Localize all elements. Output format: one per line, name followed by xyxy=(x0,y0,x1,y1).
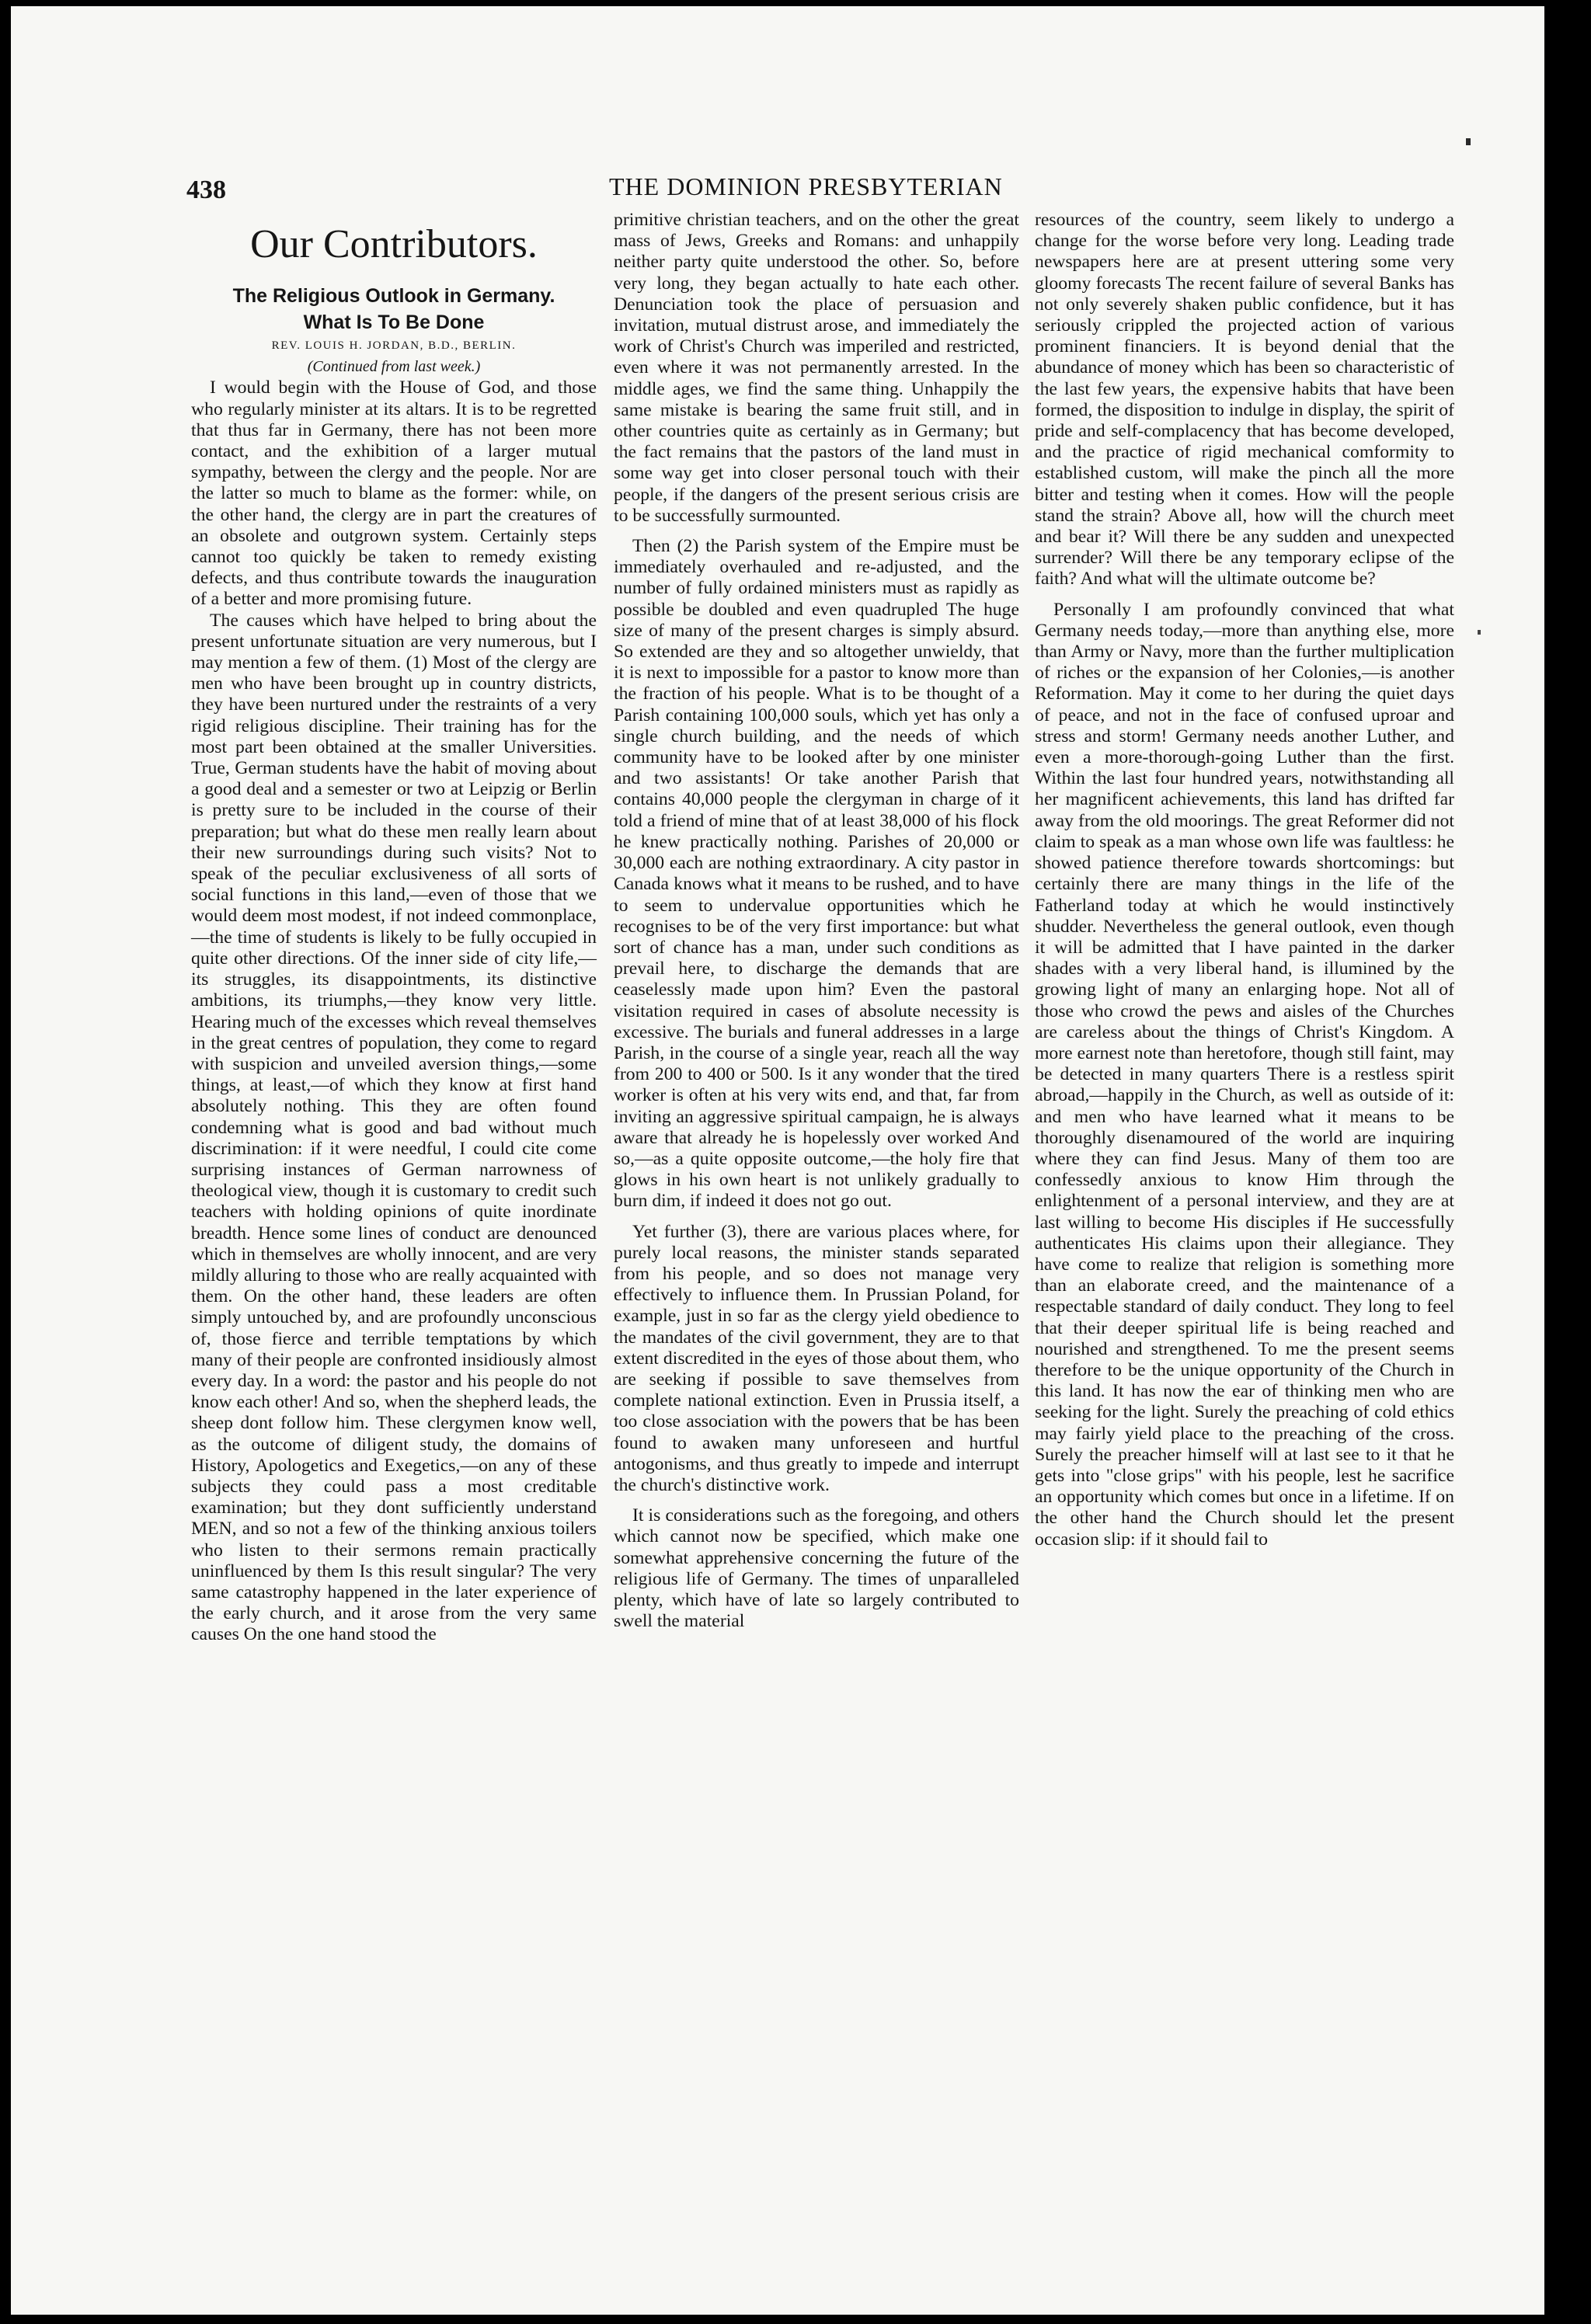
paragraph: Then (2) the Parish system of the Empire must be immediately overhauled and re-adjusted, and the number of fully ordained ministers must as rapidly as possible be doubled and even quadrupled The huge size of many of the present charges is simply absurd. So extended are they and so altogether unwieldy, that it is next to impossible for a pastor to know more than the fraction of his people. What is to be thought of a Parish containing 100,000 souls, which yet has only a single church building, and the needs of which community have to be looked after by one minister and two assistants! Or take another Parish that contains 40,000 people the clergyman in charge of it told a friend of mine that of at least 38,000 of his flock he knew practically nothing. Parishes of 20,000 or 30,000 each are nothing extraordinary. A city pastor in Canada knows what it means to be rushed, and to have to seem to undervalue opportunities which he recognises to be of the very first importance: but what sort of chance has a man, under such conditions as prevail here, to discharge the demands that are ceaselessly made upon him? Even the pastoral visitation required in cases of absolute necessity is excessive. The burials and funeral addresses in a large Parish, in the course of a single year, reach all the way from 200 to 400 or 500. Is it any wonder that the tired worker is often at his very wits end, and that, far from inviting an aggressive spiritual campaign, he is always aware that already he is hopelessly over worked And so,—as a quite opposite outcome,—the holy fire that glows in his own heart is not unlikely gradually to burn dim, if indeed it does not go out. xyxy=(614,536,1019,1212)
print-mark xyxy=(1466,138,1471,145)
paragraph: Personally I am profoundly convinced that what Germany needs today,—more than anything else, more than Army or Navy, more than the further multiplication of riches or the expansion of her Colonies,—is another Reformation. May it come to her during the quiet days of peace, and not in the face of confused uproar and stress and storm! Germany needs another Luther, and even a more-thorough-going Luther than the first. Within the last four hundred years, notwithstanding all her magnificent achievements, this land has drifted far away from the old moorings. The great Reformer did not claim to speak as a man whose own life was faultless: he showed patience therefore towards shortcomings: but certainly there are many things in the life of the Fatherland today at which he would instinctively shudder. Nevertheless the general outlook, even though it will be admitted that I have painted in the darker shades with a very liberal hand, is illumined by the growing light of many an enlarging hope. Not all of those who crowd the pews and aisles of the Churches are careless about the things of Christ's Kingdom. A more earnest note than heretofore, though still faint, may be detected in many quarters There is a restless spirit abroad,—happily in the Church, as well as outside of it: and men who have learned what it means to be thoroughly disenamoured of the world are inquiring where they can find Jesus. Many of them too are confessedly anxious to know Him through the enlightenment of a personal interview, and they are at last willing to become His disciples if He successfully authenticates His claims upon their allegiance. They have come to realize that religion is something more than an elaborate creed, and the maintenance of a respectable standard of daily conduct. They long to feel that their deeper spiritual life is being reached and nourished and strengthened. To me the present seems therefore to be the unique opportunity of the Church in this land. It has now the ear of thinking men who are seeking for the light. Surely the preaching of cold ethics may fairly yield place to the preaching of the cross. Surely the preacher himself will at last see to it that he gets into "close grips" with his people, lest he sacrifice an opportunity which comes but once in a lifetime. If on the other hand the Church should let the present occasion slip: if it should fail to xyxy=(1035,599,1454,1550)
running-head: THE DOMINION PRESBYTERIAN xyxy=(609,172,1003,200)
paragraph: primitive christian teachers, and on the other the great mass of Jews, Greeks and Romans: and unhappily neither party quite understood the other. So, before very long, they began actually to hate each other. Denunciation took the place of persuasion and invitation, mutual distrust arose, and immediately the work of Christ's Church was imperiled and restricted, even where it was not permanently arrested. In the middle ages, we find the same thing. Unhappily the same mistake is bearing the same fruit still, and in other countries quite as certainly as in Germany; but the fact remains that the pastors of the land must in some way get into closer personal touch with their people, if the dangers of the present serious crisis are to be successfully surmounted. xyxy=(614,210,1019,526)
section-title: Our Contributors. xyxy=(250,222,538,266)
article-headline: The Religious Outlook in Germany. xyxy=(232,285,555,307)
column-3 xyxy=(1035,210,1454,1550)
paragraph: I would begin with the House of God, and those who regularly minister at its altars. It is to be regretted that thus far in Germany, there has not been more contact, and the exhibition of a larger mutual sympathy, between the clergy and the people. Nor are the latter so much to blame as the former: while, on the other hand, the clergy are in part the creatures of an obsolete and outgrown system. Certainly steps cannot too quickly be taken to remedy existing defects, and thus contribute towards the inauguration of a better and more promising future. xyxy=(191,377,597,610)
print-speck xyxy=(1478,630,1481,635)
byline: REV. LOUIS H. JORDAN, B.D., BERLIN. xyxy=(271,339,517,352)
paragraph: Yet further (3), there are various places where, for purely local reasons, the minister stands separated from his people, and so does not manage very effectively to influence them. In Prussian Poland, for example, just in so far as the clergy yield obedience to the mandates of the civil government, they are to that extent discredited in the eyes of those about them, who are seeking if possible to save themselves from complete national extinction. Even in Prussia itself, a too close association with the powers that be has been found to awaken many unforeseen and hurtful antogonisms, and thus greatly to impede and interrupt the church's distinctive work. xyxy=(614,1221,1019,1495)
continued-note: (Continued from last week.) xyxy=(307,358,481,376)
paragraph: resources of the country, seem likely to undergo a change for the worse before very long. Leading trade newspapers here are at present uttering some very gloomy forecasts The recent failure of several Banks has not only severely shaken public confidence, but it has seriously crippled the projected action of various prominent financiers. It is beyond denial that the abundance of money which has been so characteristic of the last few years, the expensive habits that have been formed, the disposition to indulge in display, the spirit of pride and self-complacency that has become developed, and the practice of rigid mechanical comformity to established custom, will make the pinch all the more bitter and testing when it comes. How will the people stand the strain? Above all, how will the church meet and bear it? Will there be any sudden and unexpected surrender? Will there be any temporary eclipse of the faith? And what will the ultimate outcome be? xyxy=(1035,210,1454,590)
column-2 xyxy=(614,210,1019,1632)
column-1 xyxy=(191,210,597,1646)
paragraph: The causes which have helped to bring about the present unfortunate situation are very numerous, but I may mention a few of them. (1) Most of the clergy are men who have been brought up in country districts, they have been nurtured under the restraints of a very rigid religious discipline. Their training has for the most part been obtained at the smaller Universities. True, German students have the habit of moving about a good deal and a semester or two at Leipzig or Berlin is pretty sure to be included in the course of their preparation; but what do these men really learn about their new surroundings during such visits? Not to speak of the peculiar exclusiveness of all sorts of social functions in this land,—even of those that we would deem most modest, if not indeed commonplace,—the time of students is likely to be fully occupied in quite other directions. Of the inner side of city life,—its struggles, its disappointments, its distinctive ambitions, its triumphs,—they know very little. Hearing much of the excesses which reveal themselves in the great centres of population, they come to regard with suspicion and unveiled aversion things,—some things, at least,—of which they know at first hand absolutely nothing. This they are often found condemning what is good and bad without much discrimination: if it were needful, I could cite come surprising instances of German narrowness of theological view, though it is customary to credit such teachers with holding opinions of quite inordinate breadth. Hence some lines of conduct are denounced which in themselves are wholly innocent, and are very mildly alluring to those who are really acquainted with them. On the other hand, these leaders are often simply untouched by, and are profoundly unconscious of, those fierce and terrible temptations by which many of their people are confronted insidiously almost every day. In a word: the pastor and his people do not know each other! And so, when the shepherd leads, the sheep dont follow him. These clergymen know well, as the outcome of diligent study, the domains of History, Apologetics and Exegetics,—on any of these subjects they could pass a most creditable examination; but they dont sufficiently understand MEN, and so not a few of the thinking anxious toilers who listen to their sermons remain practically uninfluenced by them Is this result singular? The very same catastrophy happened in the later experience of the early church, and it arose from the very same causes On the one hand stood the xyxy=(191,610,597,1645)
page-number: 438 xyxy=(186,176,226,204)
paragraph: It is considerations such as the foregoing, and others which cannot now be specified, which make one somewhat apprehensive concerning the future of the religious life of Germany. The times of unparalleled plenty, which have of late so largely contributed to swell the material xyxy=(614,1505,1019,1632)
article-subheadline: What Is To Be Done xyxy=(303,311,485,333)
newspaper-page xyxy=(11,6,1544,2315)
